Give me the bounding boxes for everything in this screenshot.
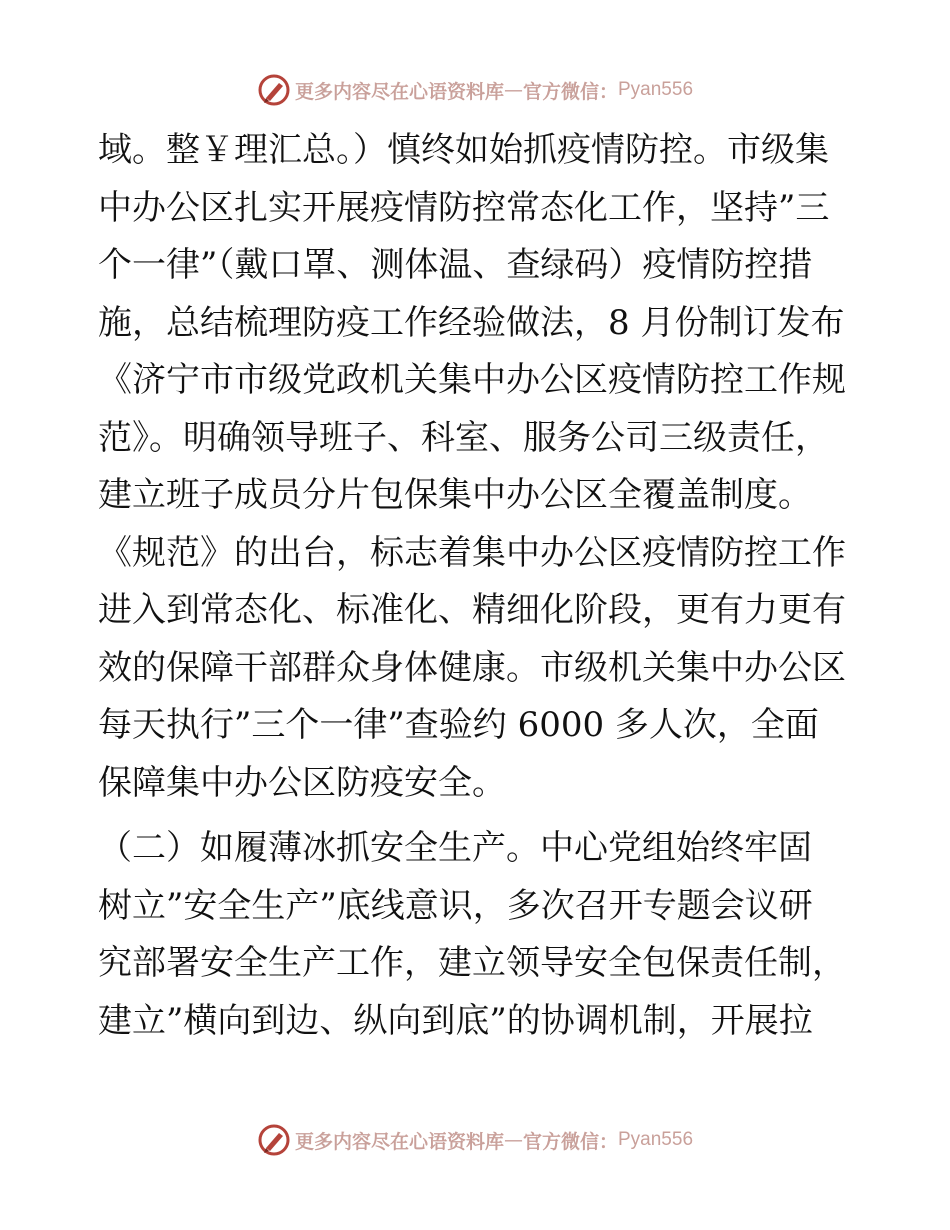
document-body — [98, 122, 858, 1050]
text-line: 进入到常态化、标准化、精细化阶段，更有力更有 — [98, 590, 846, 630]
footer-banner — [0, 1120, 950, 1160]
banner-contact-label: 官方微信： — [522, 1130, 618, 1153]
banner-slogan: 更多内容尽在心语资料库 — [294, 1130, 504, 1153]
pen-logo-icon — [257, 73, 291, 107]
text-line: 《规范》的出台，标志着集中办公区疫情防控工作 — [98, 532, 846, 573]
text-line: 中办公区扎实开展疫情防控常态化工作，坚持”三 — [98, 187, 830, 228]
banner-contact-label: 官方微信： — [522, 80, 618, 103]
text-line: 《济宁市市级党政机关集中办公区疫情防控工作规 — [98, 360, 846, 400]
text-line: 建立班子成员分片包保集中办公区全覆盖制度。 — [98, 475, 812, 515]
text-line: 施，总结梳理防疫工作经验做法，8 月份制订发布 — [98, 302, 845, 343]
text-line: 个一律”（戴口罩、测体温、查绿码）疫情防控措 — [98, 245, 813, 285]
text-line: 建立”横向到边、纵向到底”的协调机制，开展拉 — [98, 1000, 813, 1041]
text-line: 保障集中办公区防疫安全。 — [98, 762, 506, 803]
header-banner — [0, 70, 950, 110]
banner-dash: — — [503, 79, 523, 101]
banner-dash: — — [503, 1129, 523, 1151]
banner-contact-id: Pyan556 — [618, 79, 694, 100]
text-line: 域。整￥理汇总。）慎终如始抓疫情防控。市级集 — [98, 130, 829, 170]
text-line: 究部署安全生产工作，建立领导安全包保责任制， — [98, 943, 846, 983]
text-line: 树立”安全生产”底线意识，多次召开专题会议研 — [98, 885, 813, 926]
text-line: 范》。明确领导班子、科室、服务公司三级责任， — [98, 417, 829, 458]
text-line: 效的保障干部群众身体健康。市级机关集中办公区 — [98, 647, 846, 688]
pen-logo-icon — [257, 1123, 291, 1157]
banner-slogan: 更多内容尽在心语资料库 — [294, 80, 504, 103]
text-line: （二）如履薄冰抓安全生产。中心党组始终牢固 — [98, 828, 812, 868]
banner-contact-id: Pyan556 — [618, 1129, 694, 1150]
text-line: 每天执行”三个一律”查验约 6000 多人次，全面 — [98, 705, 819, 745]
